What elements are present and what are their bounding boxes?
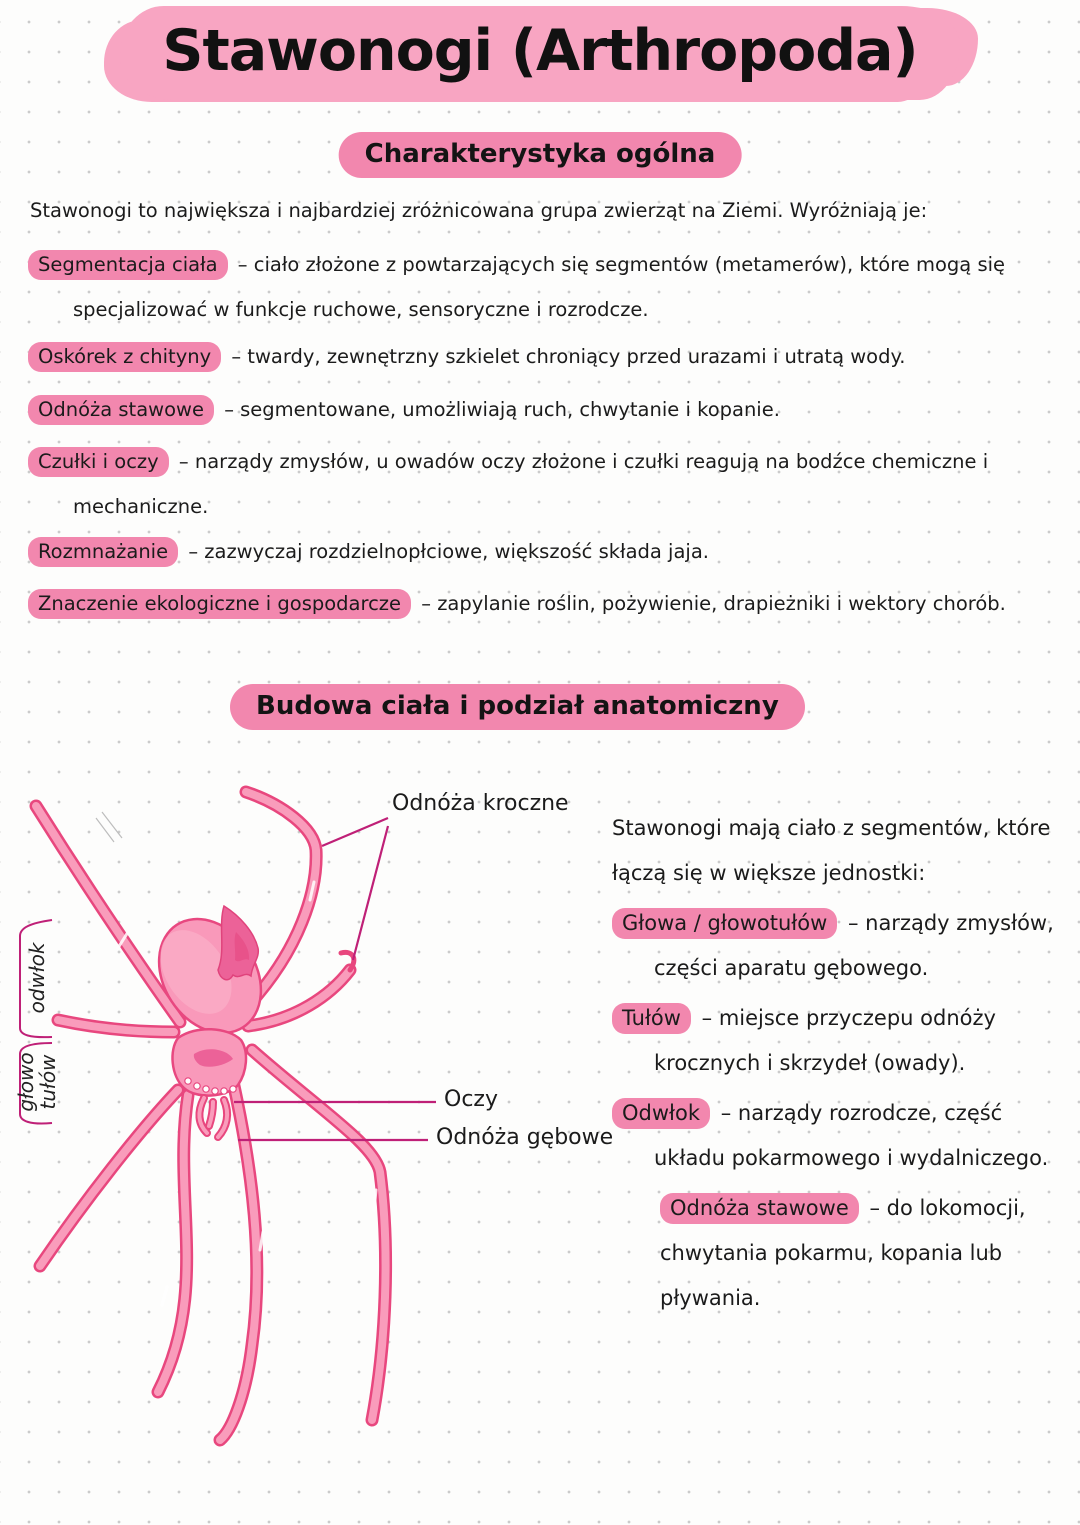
label-walking-legs: Odnóża kroczne — [392, 791, 569, 816]
page-title: Stawonogi (Arthropoda) — [120, 6, 959, 100]
section-heading-anatomy: Budowa ciała i podział anatomiczny — [230, 684, 805, 730]
pencil-scribble — [96, 812, 122, 842]
anatomy-item-tulow — [612, 996, 1068, 1086]
anatomy-item-odnoza-stawowe — [660, 1186, 1068, 1321]
highlight-term-czulki: Czułki i oczy — [28, 447, 169, 477]
pointer-line-walking-legs-2 — [353, 826, 388, 960]
spider-figure — [0, 780, 620, 1525]
label-eyes: Oczy — [444, 1087, 498, 1112]
anatomy-desc: – narządy rozrodcze, część układu pokarmowego i wydalniczego. — [654, 1101, 1049, 1170]
anatomy-desc: – miejsce przyczepu odnóży krocznych i skrzydeł (owady). — [654, 1006, 996, 1075]
label-cephalothorax-line2: tułów — [36, 1054, 60, 1110]
bullet-desc: – zapylanie roślin, pożywienie, drapieżniki i wektory chorób. — [421, 592, 1006, 615]
highlight-term-odnoza-stawowe: Odnóża stawowe — [660, 1193, 859, 1224]
spider-illustration — [0, 780, 620, 1525]
anatomy-text-column — [612, 806, 1068, 1326]
bullet-desc: – zazwyczaj rozdzielnopłciowe, większość składa jaja. — [188, 540, 709, 563]
bullet-znaczenie — [28, 581, 1056, 626]
highlight-term-odnoza: Odnóża stawowe — [28, 395, 214, 425]
highlight-term-segmentacja: Segmentacja ciała — [28, 250, 228, 280]
label-abdomen-vertical: odwłok — [25, 942, 49, 1014]
highlight-term-oskorek: Oskórek z chityny — [28, 342, 221, 372]
highlight-term-rozmnazanie: Rozmnażanie — [28, 537, 178, 567]
highlight-term-tulow: Tułów — [612, 1003, 691, 1034]
bullet-czulki-oczy — [28, 439, 1056, 529]
bullet-rozmnazanie — [28, 529, 1056, 574]
anatomy-item-odwlok — [612, 1091, 1068, 1181]
highlight-term-znaczenie: Znaczenie ekologiczne i gospodarcze — [28, 589, 411, 619]
general-intro: Stawonogi to największa i najbardziej zróżnicowana grupa zwierząt na Ziemi. Wyróżniają je: — [30, 199, 928, 222]
highlight-term-odwlok: Odwłok — [612, 1098, 710, 1129]
bullet-segmentacja — [28, 242, 1056, 332]
bullet-odnoza-stawowe — [28, 387, 1056, 432]
page-title-wrap — [0, 6, 1080, 100]
label-cephalothorax-vertical — [15, 1052, 59, 1111]
bullet-desc: – ciało złożone z powtarzających się segmentów (metamerów), które mogą się specjalizować w funkcje ruchowe, sensoryczne i rozrodcze. — [73, 253, 1006, 321]
anatomy-desc: – do lokomocji, chwytania pokarmu, kopania lub pływania. — [660, 1196, 1026, 1310]
spider-mouthparts — [199, 1098, 227, 1137]
bullet-oskorek — [28, 334, 1056, 379]
label-cephalothorax-line1: głowo — [14, 1052, 38, 1112]
anatomy-item-glowa — [612, 901, 1068, 991]
label-mouthparts: Odnóża gębowe — [436, 1125, 614, 1150]
anatomy-desc: – narządy zmysłów, części aparatu gębowego. — [654, 911, 1054, 980]
bullet-desc: – twardy, zewnętrzny szkielet chroniący przed urazami i utratą wody. — [231, 345, 906, 368]
pointer-line-walking-legs-1 — [322, 818, 388, 846]
highlight-term-glowa: Głowa / głowotułów — [612, 908, 837, 939]
bullet-desc: – narządy zmysłów, u owadów oczy złożone i czułki reagują na bodźce chemiczne i mechaniczne. — [73, 450, 989, 518]
bullet-desc: – segmentowane, umożliwiają ruch, chwytanie i kopanie. — [224, 398, 780, 421]
anatomy-intro: Stawonogi mają ciało z segmentów, które łączą się w większe jednostki: — [612, 816, 1051, 885]
section-heading-general: Charakterystyka ogólna — [339, 132, 742, 178]
